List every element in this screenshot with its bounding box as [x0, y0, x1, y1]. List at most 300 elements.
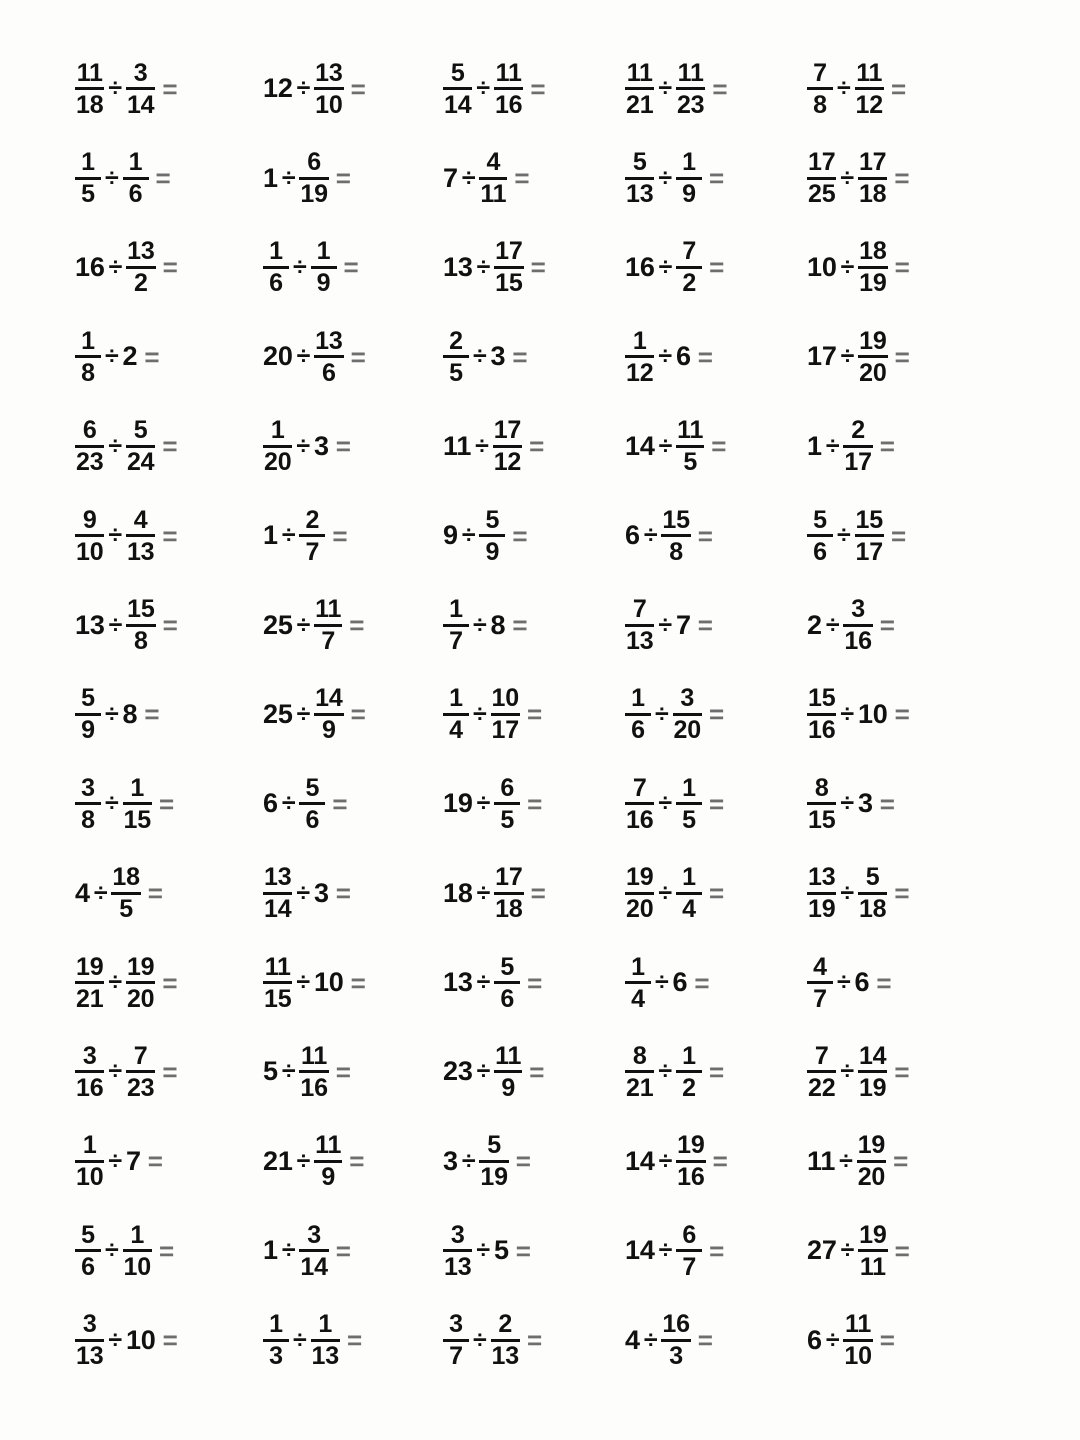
problem-57[interactable]	[262, 1043, 442, 1101]
left-operand-whole: 21	[263, 1145, 293, 1176]
problem-22[interactable]	[262, 417, 442, 475]
fraction-bar	[676, 1249, 702, 1252]
right-operand-fraction	[493, 60, 524, 118]
problem-row	[74, 1206, 1050, 1295]
division-operator: ÷	[840, 1057, 854, 1086]
problem-75[interactable]	[806, 1311, 1006, 1369]
division-operator: ÷	[658, 1146, 673, 1175]
equals-sign: =	[526, 699, 542, 730]
problem-2[interactable]	[262, 60, 442, 118]
equals-sign: =	[514, 163, 530, 194]
left-operand-fraction	[74, 954, 105, 1012]
problem-42[interactable]	[262, 775, 442, 833]
right-operand-whole: 6	[854, 967, 870, 998]
division-operator: ÷	[825, 431, 840, 460]
fraction-denominator: 19	[300, 180, 328, 209]
division-operator: ÷	[658, 74, 672, 103]
fraction-denominator: 6	[500, 984, 515, 1013]
division-operator: ÷	[840, 163, 854, 192]
problem-65[interactable]	[806, 1132, 1006, 1190]
equals-sign: =	[515, 1235, 531, 1266]
problem-55[interactable]	[806, 954, 1006, 1012]
fraction-numerator: 17	[495, 863, 523, 892]
equals-sign: =	[708, 699, 724, 730]
problem-74[interactable]	[624, 1311, 806, 1369]
problem-15[interactable]	[806, 238, 1006, 296]
division-operator: ÷	[476, 1236, 490, 1265]
fraction-numerator: 13	[264, 863, 292, 892]
fraction-denominator: 20	[857, 1163, 886, 1192]
problem-25[interactable]	[806, 417, 1006, 475]
fraction-numerator: 1	[682, 863, 696, 892]
problem-9[interactable]	[624, 149, 806, 207]
problem-37[interactable]	[262, 685, 442, 743]
fraction-denominator: 13	[626, 180, 654, 209]
fraction-numerator: 19	[857, 1131, 886, 1160]
right-operand-fraction	[675, 1132, 706, 1190]
fraction-numerator: 9	[82, 505, 97, 534]
equals-sign: =	[894, 163, 910, 194]
fraction-denominator: 14	[300, 1252, 328, 1281]
division-operator: ÷	[476, 878, 491, 907]
problem-14[interactable]	[624, 238, 806, 296]
fraction-denominator: 9	[322, 716, 336, 745]
problem-44[interactable]	[624, 775, 806, 833]
left-operand-whole: 6	[807, 1324, 822, 1355]
problem-49[interactable]	[624, 864, 806, 922]
division-operator: ÷	[105, 1236, 119, 1265]
right-operand-fraction	[675, 1222, 703, 1280]
problem-54[interactable]	[624, 954, 806, 1012]
fraction-bar	[123, 1249, 152, 1252]
problem-8[interactable]	[442, 149, 624, 207]
fraction-bar	[123, 802, 152, 805]
fraction-numerator: 3	[449, 1310, 463, 1339]
right-operand-fraction	[313, 685, 344, 743]
fraction-numerator: 2	[449, 326, 463, 355]
left-operand-fraction	[806, 149, 837, 207]
problem-19[interactable]	[624, 328, 806, 386]
division-operator: ÷	[296, 1146, 311, 1175]
right-operand-fraction	[478, 149, 508, 207]
division-operator: ÷	[281, 1057, 296, 1086]
problem-5[interactable]	[806, 60, 1006, 118]
problem-27[interactable]	[262, 507, 442, 565]
problem-1[interactable]	[74, 60, 262, 118]
equals-sign: =	[711, 431, 727, 462]
right-operand-fraction	[298, 1043, 329, 1101]
fraction-bar	[625, 87, 654, 90]
problem-3[interactable]	[442, 60, 624, 118]
division-operator: ÷	[837, 74, 851, 103]
right-operand-fraction	[125, 60, 156, 118]
fraction-denominator: 2	[682, 269, 697, 298]
problem-6[interactable]	[74, 149, 262, 207]
problem-69[interactable]	[624, 1222, 806, 1280]
division-operator: ÷	[108, 1325, 122, 1354]
problem-68[interactable]	[442, 1222, 624, 1280]
division-operator: ÷	[108, 252, 123, 281]
division-operator: ÷	[105, 163, 119, 192]
fraction-numerator: 5	[813, 505, 827, 534]
fraction-numerator: 3	[680, 684, 695, 713]
problem-38[interactable]	[442, 685, 624, 743]
left-operand-whole: 18	[443, 877, 473, 908]
fraction-numerator: 1	[632, 326, 647, 355]
fraction-numerator: 4	[133, 505, 148, 534]
equals-sign: =	[694, 967, 710, 998]
fraction-denominator: 15	[264, 984, 292, 1013]
right-operand-fraction	[125, 596, 156, 654]
problem-56[interactable]	[74, 1043, 262, 1101]
problem-17[interactable]	[262, 328, 442, 386]
fraction-denominator: 7	[305, 537, 320, 566]
equals-sign: =	[335, 1056, 351, 1087]
fraction-numerator: 1	[449, 595, 463, 624]
problem-23[interactable]	[442, 417, 624, 475]
problem-7[interactable]	[262, 149, 442, 207]
equals-sign: =	[894, 878, 910, 909]
right-operand-whole: 8	[122, 698, 138, 729]
fraction-numerator: 1	[130, 1220, 145, 1249]
division-operator: ÷	[108, 1146, 122, 1175]
division-operator: ÷	[658, 1057, 672, 1086]
problem-43[interactable]	[442, 775, 624, 833]
fraction-numerator: 5	[81, 1220, 95, 1249]
left-operand-fraction	[624, 1043, 655, 1101]
problem-67[interactable]	[262, 1222, 442, 1280]
left-operand-whole: 14	[625, 430, 655, 461]
equals-sign: =	[332, 520, 348, 551]
left-operand-whole: 14	[625, 1235, 655, 1266]
left-operand-fraction	[624, 149, 655, 207]
left-operand-fraction	[624, 954, 652, 1012]
fraction-numerator: 7	[813, 58, 827, 87]
fraction-bar	[75, 981, 104, 984]
problem-row	[74, 133, 1050, 222]
problem-31[interactable]	[74, 596, 262, 654]
left-operand-whole: 5	[263, 1056, 278, 1087]
division-operator: ÷	[473, 1325, 487, 1354]
division-operator: ÷	[296, 878, 310, 907]
problem-61[interactable]	[74, 1132, 262, 1190]
problem-73[interactable]	[442, 1311, 624, 1369]
problem-34[interactable]	[624, 596, 806, 654]
fraction-numerator: 19	[677, 1131, 705, 1160]
equals-sign: =	[350, 699, 366, 730]
fraction-numerator: 6	[500, 773, 515, 802]
fraction-numerator: 1	[128, 148, 143, 177]
equals-sign: =	[708, 788, 724, 819]
fraction-denominator: 8	[81, 358, 95, 387]
problem-60[interactable]	[806, 1043, 1006, 1101]
left-operand-whole: 4	[75, 877, 90, 908]
left-operand-whole: 14	[625, 1145, 655, 1176]
left-operand-fraction	[74, 149, 102, 207]
fraction-numerator: 2	[498, 1310, 513, 1339]
fraction-numerator: 3	[851, 595, 865, 624]
left-operand-fraction	[624, 596, 655, 654]
right-operand-fraction	[675, 1043, 703, 1101]
left-operand-whole: 3	[443, 1145, 458, 1176]
equals-sign: =	[527, 788, 543, 819]
fraction-numerator: 3	[81, 773, 95, 802]
problem-63[interactable]	[442, 1132, 624, 1190]
division-operator: ÷	[658, 431, 673, 460]
division-operator: ÷	[643, 1325, 658, 1354]
problem-row	[74, 44, 1050, 133]
right-operand-whole: 6	[672, 967, 688, 998]
equals-sign: =	[512, 520, 528, 551]
fraction-denominator: 3	[269, 1342, 283, 1371]
right-operand-fraction	[493, 775, 521, 833]
division-operator: ÷	[105, 342, 119, 371]
equals-sign: =	[162, 967, 178, 998]
problem-11[interactable]	[74, 238, 262, 296]
fraction-denominator: 4	[682, 895, 696, 924]
problem-48[interactable]	[442, 864, 624, 922]
right-operand-fraction	[310, 1311, 341, 1369]
fraction-denominator: 16	[76, 1073, 104, 1102]
equals-sign: =	[162, 520, 178, 551]
right-operand-fraction	[857, 238, 888, 296]
fraction-denominator: 16	[808, 716, 836, 745]
problem-29[interactable]	[624, 507, 806, 565]
fraction-numerator: 5	[632, 148, 647, 177]
fraction-numerator: 11	[845, 1310, 872, 1339]
problem-26[interactable]	[74, 507, 262, 565]
problem-35[interactable]	[806, 596, 1006, 654]
fraction-denominator: 21	[76, 984, 104, 1013]
fraction-denominator: 23	[676, 90, 705, 119]
problem-30[interactable]	[806, 507, 1006, 565]
right-operand-fraction	[125, 1043, 156, 1101]
right-operand-fraction	[675, 864, 703, 922]
problem-71[interactable]	[74, 1311, 262, 1369]
problem-39[interactable]	[624, 685, 806, 743]
fraction-denominator: 5	[682, 805, 696, 834]
problem-58[interactable]	[442, 1043, 624, 1101]
problem-62[interactable]	[262, 1132, 442, 1190]
division-operator: ÷	[658, 163, 672, 192]
equals-sign: =	[697, 520, 713, 551]
left-operand-whole: 11	[443, 430, 472, 461]
problem-53[interactable]	[442, 954, 624, 1012]
division-operator: ÷	[461, 1146, 476, 1175]
problem-18[interactable]	[442, 328, 624, 386]
problem-21[interactable]	[74, 417, 262, 475]
fraction-numerator: 5	[485, 505, 500, 534]
fraction-numerator: 11	[495, 1041, 522, 1070]
fraction-numerator: 18	[859, 237, 887, 266]
right-operand-fraction	[857, 1222, 888, 1280]
equals-sign: =	[512, 341, 528, 372]
problem-32[interactable]	[262, 596, 442, 654]
fraction-denominator: 7	[321, 627, 336, 656]
problem-16[interactable]	[74, 328, 262, 386]
equals-sign: =	[697, 610, 713, 641]
fraction-bar	[75, 87, 104, 90]
fraction-denominator: 23	[76, 448, 104, 477]
fraction-bar	[75, 1249, 101, 1252]
fraction-denominator: 6	[322, 358, 336, 387]
fraction-denominator: 17	[855, 537, 883, 566]
fraction-numerator: 7	[632, 773, 647, 802]
fraction-denominator: 13	[626, 627, 654, 656]
problem-13[interactable]	[442, 238, 624, 296]
fraction-bar	[443, 1249, 472, 1252]
fraction-denominator: 13	[491, 1342, 519, 1371]
problem-28[interactable]	[442, 507, 624, 565]
fraction-denominator: 18	[76, 90, 104, 119]
fraction-numerator: 19	[626, 863, 654, 892]
fraction-bar	[855, 87, 884, 90]
fraction-numerator: 1	[269, 237, 283, 266]
equals-sign: =	[162, 73, 178, 104]
fraction-bar	[299, 802, 325, 805]
fraction-denominator: 15	[495, 269, 523, 298]
equals-sign: =	[894, 341, 910, 372]
equals-sign: =	[144, 341, 160, 372]
fraction-numerator: 19	[859, 326, 887, 355]
fraction-numerator: 14	[315, 684, 343, 713]
problem-12[interactable]	[262, 238, 442, 296]
problem-46[interactable]	[74, 864, 262, 922]
fraction-denominator: 6	[128, 180, 143, 209]
division-operator: ÷	[655, 699, 669, 728]
equals-sign: =	[879, 431, 895, 462]
equals-sign: =	[879, 1325, 895, 1356]
left-operand-fraction	[806, 1043, 837, 1101]
right-operand-fraction	[298, 507, 326, 565]
right-operand-whole: 8	[490, 609, 506, 640]
problem-64[interactable]	[624, 1132, 806, 1190]
fraction-denominator: 19	[808, 895, 836, 924]
problem-40[interactable]	[806, 685, 1006, 743]
right-operand-fraction	[313, 596, 343, 654]
fraction-denominator: 10	[123, 1252, 151, 1281]
equals-sign: =	[162, 252, 178, 283]
problem-36[interactable]	[74, 685, 262, 743]
division-operator: ÷	[837, 968, 851, 997]
fraction-numerator: 1	[269, 1310, 283, 1339]
fraction-bar	[494, 981, 520, 984]
fraction-denominator: 12	[855, 90, 883, 119]
fraction-numerator: 15	[855, 505, 883, 534]
fraction-numerator: 11	[315, 595, 342, 624]
fraction-denominator: 6	[81, 1252, 95, 1281]
left-operand-fraction	[806, 60, 834, 118]
fraction-bar	[126, 534, 155, 537]
division-operator: ÷	[461, 163, 476, 192]
equals-sign: =	[335, 163, 351, 194]
fraction-numerator: 5	[133, 416, 148, 445]
fraction-denominator: 9	[81, 716, 95, 745]
left-operand-fraction	[806, 507, 834, 565]
fraction-numerator: 19	[76, 952, 104, 981]
equals-sign: =	[893, 1146, 909, 1177]
left-operand-fraction	[624, 775, 655, 833]
problem-10[interactable]	[806, 149, 1006, 207]
left-operand-whole: 23	[443, 1056, 473, 1087]
fraction-denominator: 15	[123, 805, 151, 834]
right-operand-fraction	[675, 417, 705, 475]
division-operator: ÷	[473, 610, 487, 639]
problem-41[interactable]	[74, 775, 262, 833]
problem-33[interactable]	[442, 596, 624, 654]
right-operand-fraction	[313, 1132, 343, 1190]
left-operand-fraction	[806, 954, 834, 1012]
right-operand-fraction	[125, 238, 156, 296]
equals-sign: =	[349, 1146, 365, 1177]
problem-24[interactable]	[624, 417, 806, 475]
equals-sign: =	[527, 967, 543, 998]
fraction-bar	[314, 355, 343, 358]
problem-row	[74, 670, 1050, 759]
problem-72[interactable]	[262, 1311, 442, 1369]
right-operand-fraction	[857, 864, 888, 922]
equals-sign: =	[708, 878, 724, 909]
problem-45[interactable]	[806, 775, 1006, 833]
problem-20[interactable]	[806, 328, 1006, 386]
division-operator: ÷	[293, 252, 307, 281]
problem-51[interactable]	[74, 954, 262, 1012]
fraction-denominator: 7	[682, 1252, 697, 1281]
problem-59[interactable]	[624, 1043, 806, 1101]
fraction-denominator: 18	[858, 180, 887, 209]
right-operand-whole: 6	[675, 341, 691, 372]
problem-70[interactable]	[806, 1222, 1006, 1280]
fraction-numerator: 6	[682, 1220, 697, 1249]
left-operand-fraction	[442, 596, 470, 654]
problem-66[interactable]	[74, 1222, 262, 1280]
fraction-bar	[75, 534, 104, 537]
equals-sign: =	[708, 1056, 724, 1087]
problem-4[interactable]	[624, 60, 806, 118]
fraction-numerator: 11	[677, 416, 704, 445]
fraction-denominator: 24	[126, 448, 155, 477]
fraction-bar	[676, 802, 702, 805]
fraction-numerator: 1	[631, 952, 645, 981]
fraction-numerator: 17	[858, 148, 887, 177]
fraction-denominator: 10	[844, 1342, 872, 1371]
problem-50[interactable]	[806, 864, 1006, 922]
division-operator: ÷	[108, 968, 122, 997]
right-operand-whole: 3	[313, 430, 329, 461]
right-operand-fraction	[310, 238, 338, 296]
fraction-bar	[807, 87, 833, 90]
fraction-numerator: 1	[130, 773, 145, 802]
equals-sign: =	[530, 878, 546, 909]
right-operand-fraction	[313, 328, 344, 386]
fraction-numerator: 13	[127, 237, 155, 266]
division-operator: ÷	[658, 610, 672, 639]
fraction-bar	[625, 981, 651, 984]
fraction-denominator: 9	[682, 180, 696, 209]
problem-47[interactable]	[262, 864, 442, 922]
right-operand-whole: 7	[125, 1145, 141, 1176]
fraction-numerator: 11	[315, 1131, 342, 1160]
fraction-denominator: 9	[485, 537, 500, 566]
problem-52[interactable]	[262, 954, 442, 1012]
fraction-numerator: 3	[307, 1220, 321, 1249]
fraction-bar	[75, 802, 101, 805]
fraction-numerator: 5	[81, 684, 95, 713]
fraction-denominator: 8	[813, 90, 827, 119]
right-operand-fraction	[660, 507, 691, 565]
fraction-denominator: 25	[808, 180, 836, 209]
fraction-numerator: 2	[851, 416, 865, 445]
